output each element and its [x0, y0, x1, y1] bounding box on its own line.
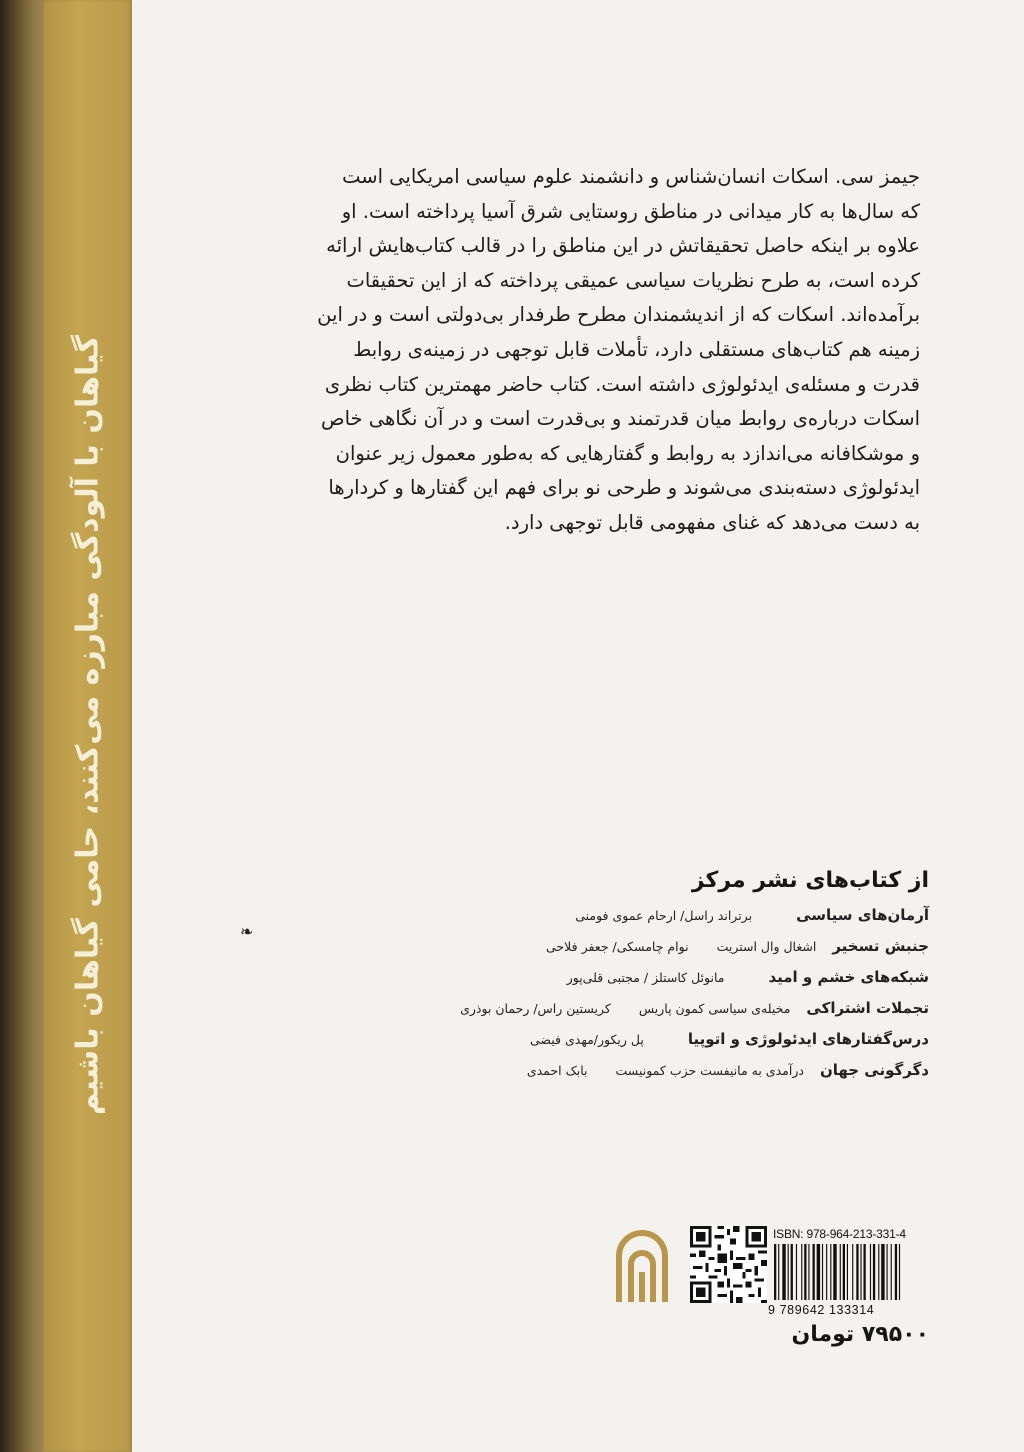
- book-author: کریستین راس/ رحمان بوذری: [460, 1001, 611, 1016]
- blurb-line: علاوه بر اینکه حاصل تحقیقاتش در این مناطق را در قالب کتاب‌هایش ارائه: [326, 234, 920, 258]
- blurb-line: قدرت و مسئله‌ی ایدئولوژی داشته است. کتاب حاضر مهمترین کتاب نظری: [324, 372, 920, 396]
- blurb-line: جیمز سی. اسکات انسان‌شناس و دانشمند علوم سیاسی امریکایی است: [342, 165, 920, 188]
- barcode-digits: 9 789642 133314: [768, 1303, 875, 1317]
- book-item: [369, 999, 929, 1030]
- book-item: [369, 1061, 929, 1092]
- spine-edge: [0, 0, 44, 1452]
- book-item: [369, 968, 929, 999]
- book-title: شبکه‌های خشم و امید: [768, 968, 929, 986]
- blurb-line: که سال‌ها به کار میدانی در مناطق روستایی شرق آسیا پرداخته است. او: [341, 199, 920, 223]
- other-books-list: [369, 906, 929, 1092]
- book-item: [369, 1030, 929, 1061]
- small-mark: ❧: [240, 922, 254, 941]
- book-title: آرمان‌های سیاسی: [796, 906, 929, 924]
- book-subtitle: اشغال وال استریت: [716, 939, 817, 954]
- book-author: نوام چامسکی/ جعفر فلاحی: [546, 939, 689, 954]
- barcode-icon: [774, 1244, 926, 1300]
- blurb-line: کرده است، به طرح نظریات سیاسی عمیقی پرداخته که از این تحقیقات: [346, 268, 920, 292]
- book-author: بابک احمدی: [526, 1063, 588, 1078]
- publisher-logo-icon: [613, 1226, 671, 1304]
- blurb-line: زمینه هم کتاب‌های مستقلی دارد، تأملات قابل توجهی در زمینه‌ی روابط: [353, 337, 920, 361]
- other-books-heading: از کتاب‌های نشر مرکز: [691, 868, 929, 893]
- book-subtitle: مخیله‌ی سیاسی کمون پاریس: [638, 1001, 791, 1016]
- blurb-line: ایدئولوژی دسته‌بندی می‌شوند و طرحی نو برای فهم این گفتارها و کردارها: [328, 476, 920, 500]
- blurb-line: برآمده‌اند. اسکات که از اندیشمندان مطرح طرفدار بی‌دولتی است و در این: [317, 303, 920, 327]
- side-band-text-container: [44, 0, 132, 1452]
- book-title: درس‌گفتارهای ایدئولوژی و اتوپیا: [687, 1030, 929, 1048]
- book-title: دگرگونی جهان: [819, 1061, 929, 1079]
- book-author: پل ریکور/مهدی فیضی: [530, 1032, 644, 1047]
- blurb-line: به دست می‌دهد که غنای مفهومی قابل توجهی دارد.: [504, 510, 920, 534]
- price-label: ۷۹۵۰۰ تومان: [791, 1322, 929, 1347]
- blurb-line: اسکات درباره‌ی روابط میان قدرتمند و بی‌قدرت است و در آن نگاهی خاص: [321, 407, 920, 431]
- book-title: تجملات اشتراکی: [806, 999, 929, 1017]
- book-author: برتراند راسل/ ارحام عموی فومنی: [575, 908, 753, 923]
- book-author: مانوئل کاستلز / مجتبی قلی‌پور: [566, 970, 725, 985]
- side-band-slogan: گیاهان با آلودگی مبارزه می‌کنند، حامی گیاهان باشیم: [70, 335, 106, 1115]
- isbn-number: ISBN: 978-964-213-331-4: [773, 1227, 906, 1241]
- blurb-line: و موشکافانه می‌اندازد به روابط و گفتارهایی که به‌طور معمول زیر عنوان: [335, 441, 920, 465]
- back-cover-blurb: [300, 160, 920, 541]
- book-item: [369, 906, 929, 937]
- qr-code-icon: [690, 1226, 767, 1303]
- book-title: جنبش تسخیر: [832, 937, 929, 955]
- book-item: [369, 937, 929, 968]
- book-subtitle: درآمدی به مانیفست حزب کمونیست: [615, 1063, 804, 1078]
